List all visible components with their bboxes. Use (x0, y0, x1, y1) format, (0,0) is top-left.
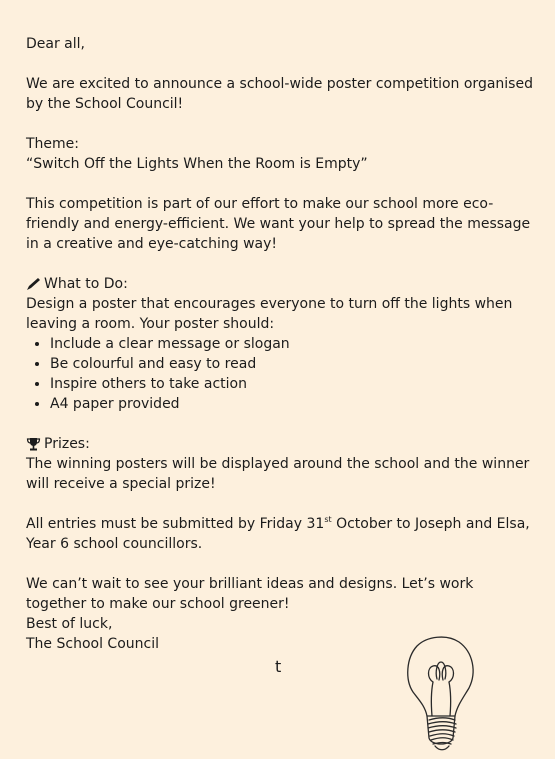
letter-body (26, 34, 538, 654)
deadline-text-end: October to Joseph and Elsa, Year 6 school councillors. (26, 516, 530, 552)
what-to-do-heading-row (26, 274, 538, 294)
list-item: • Be colourful and easy to read (50, 354, 538, 374)
trophy-icon (26, 437, 41, 451)
pencil-icon (26, 277, 41, 291)
deadline-paragraph (26, 514, 538, 554)
list-item: • A4 paper provided (50, 394, 538, 414)
deadline-text-start: All entries must be submitted by Friday 31 (26, 516, 325, 532)
sign-off: Best of luck, (26, 616, 113, 632)
theme-text: “Switch Off the Lights When the Room is Empty” (26, 156, 368, 172)
intro-paragraph: We are excited to announce a school-wide poster competition organised by the School Council! (26, 76, 533, 112)
what-to-do-heading: What to Do: (44, 276, 128, 292)
prizes-text: The winning posters will be displayed around the school and the winner will receive a special prize! (26, 456, 530, 492)
theme-label: Theme: (26, 136, 80, 152)
prizes-heading-row (26, 434, 538, 454)
list-item: • Include a clear message or slogan (50, 334, 538, 354)
closing-paragraph: We can’t wait to see your brilliant ideas and designs. Let’s work together to make our school greener! (26, 576, 474, 612)
poster-requirements-list (26, 334, 538, 414)
lightbulb-icon (403, 632, 479, 754)
what-to-do-text: Design a poster that encourages everyone to turn off the lights when leaving a room. Your poster should: (26, 296, 513, 332)
purpose-paragraph: This competition is part of our effort to make our school more eco-friendly and energy-efficient. We want your help to spread the message in a creative and eye-catching way! (26, 196, 531, 252)
signature: The School Council (26, 636, 159, 652)
date-suffix: st (324, 515, 332, 524)
stray-character: t (275, 657, 282, 676)
list-item: • Inspire others to take action (50, 374, 538, 394)
greeting: Dear all, (26, 36, 85, 52)
prizes-heading: Prizes: (44, 436, 90, 452)
